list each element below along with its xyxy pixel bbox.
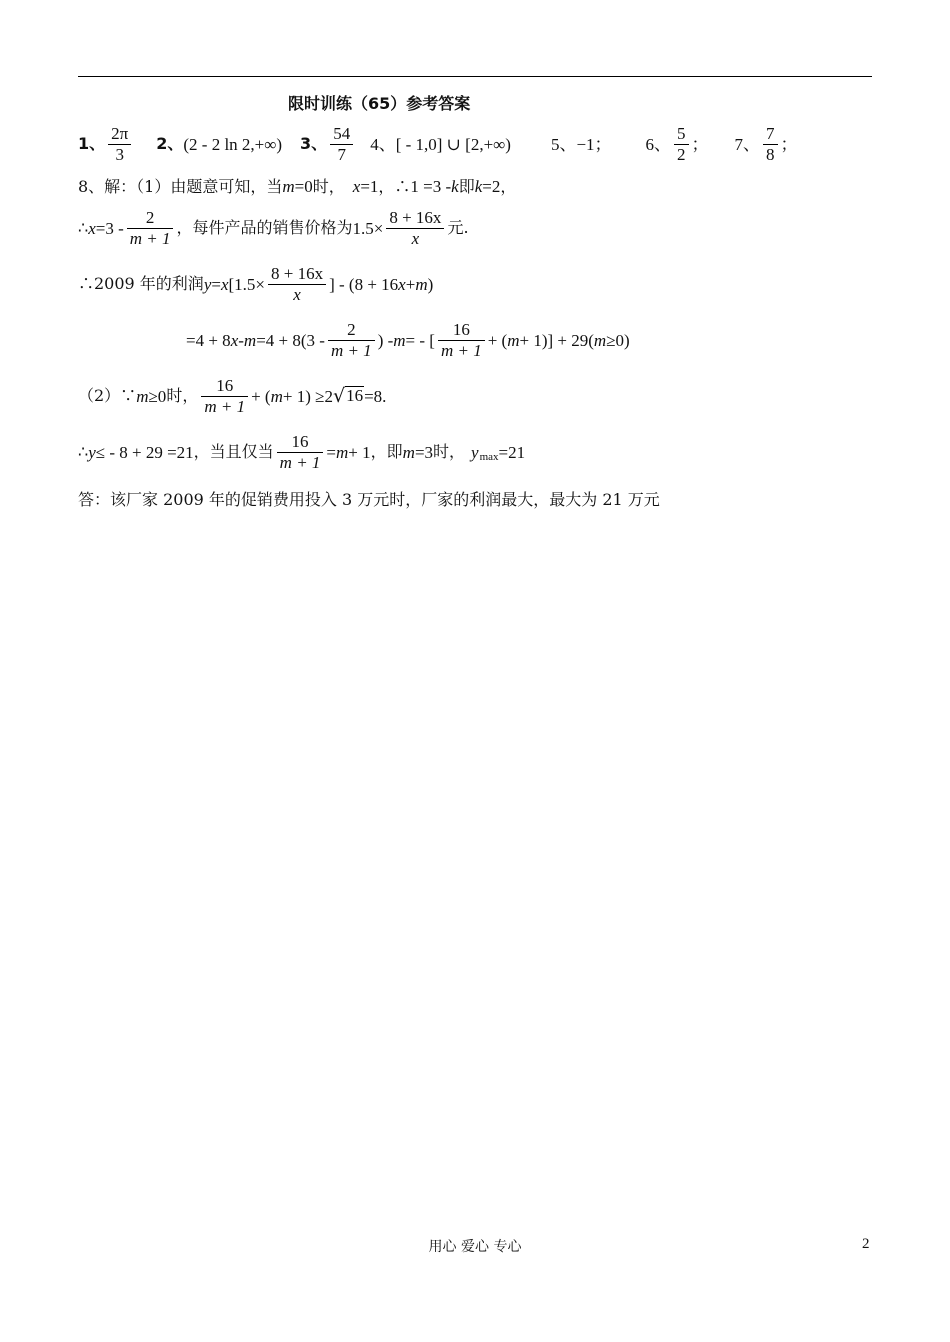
answer-1-fraction bbox=[108, 124, 131, 164]
math-expression: =2 bbox=[482, 177, 501, 196]
answer-7-fraction bbox=[763, 124, 778, 164]
page-number: 2 bbox=[862, 1236, 870, 1252]
math-expression: 1.5× bbox=[352, 218, 384, 238]
therefore-text: ∴ bbox=[78, 218, 89, 238]
header-rule bbox=[78, 76, 872, 77]
math-expression: =0 bbox=[294, 177, 313, 196]
math-expression: + bbox=[405, 274, 416, 294]
math-expression: =21 bbox=[498, 442, 526, 462]
math-variable: m bbox=[593, 330, 607, 350]
math-expression: =8 bbox=[364, 386, 383, 406]
math-variable: m bbox=[282, 177, 295, 196]
final-answer-text: 答：该厂家 2009 年的促销费用投入 3 万元时，厂家的利润最大，最大为 21 万元 bbox=[78, 490, 660, 509]
answer-4-expression: [ - 1,0] ∪ [2,+∞) bbox=[395, 134, 511, 154]
math-fraction bbox=[328, 320, 375, 360]
math-fraction bbox=[201, 376, 248, 416]
math-variable: y bbox=[88, 442, 96, 462]
solution-text: 时， bbox=[312, 176, 345, 196]
fraction-denominator: m + 1 bbox=[129, 228, 171, 248]
solution-text: ，∴ bbox=[378, 176, 411, 196]
radicand: 16 bbox=[346, 386, 364, 406]
page-title: 限时训练（65）参考答案 bbox=[288, 94, 471, 113]
math-variable: k bbox=[451, 177, 459, 196]
math-expression: = bbox=[326, 442, 337, 462]
math-expression: + 1)] + 29( bbox=[519, 330, 594, 350]
answer-3-label: 3、 bbox=[300, 134, 328, 154]
math-variable: m bbox=[507, 330, 520, 350]
math-variable: m bbox=[270, 386, 283, 406]
math-expression: =3 - bbox=[95, 218, 124, 238]
fraction-denominator: m + 1 bbox=[440, 340, 482, 360]
fraction-numerator: 16 bbox=[291, 432, 309, 451]
math-expression: ≤ - 8 + 29 =21 bbox=[95, 442, 194, 462]
math-expression: ] - (8 + 16 bbox=[329, 274, 399, 294]
math-variable: k bbox=[474, 177, 483, 196]
fraction-denominator: m + 1 bbox=[204, 396, 246, 416]
math-fraction bbox=[438, 320, 485, 360]
answer-6-numerator: 5 bbox=[677, 124, 686, 143]
answer-7-denominator: 8 bbox=[766, 144, 775, 164]
fraction-numerator: 16 bbox=[452, 320, 470, 339]
solution-text: ，每件产品的销售价格为 bbox=[176, 218, 353, 238]
answer-3-fraction bbox=[330, 124, 353, 164]
fraction-denominator: x bbox=[411, 228, 420, 248]
solution-text: ∴2009 年的利润 bbox=[78, 274, 204, 294]
math-fraction bbox=[277, 432, 324, 472]
fraction-numerator: 16 bbox=[216, 376, 234, 395]
solution-text: （2）∵ bbox=[78, 386, 137, 406]
fraction-denominator: m + 1 bbox=[279, 452, 321, 472]
math-expression: ) bbox=[427, 274, 434, 294]
therefore-text: ∴ bbox=[78, 442, 89, 462]
math-expression: - bbox=[238, 330, 244, 350]
math-expression: ≥0) bbox=[606, 330, 630, 350]
math-expression: = - [ bbox=[405, 330, 435, 350]
answer-2-expression: (2 - 2 ln 2,+∞) bbox=[183, 134, 283, 154]
fraction-numerator: 2 bbox=[347, 320, 356, 339]
math-expression: + ( bbox=[487, 330, 508, 350]
fraction-denominator: x bbox=[293, 284, 301, 304]
math-expression: + 1 bbox=[348, 442, 371, 462]
math-expression: [1.5× bbox=[228, 274, 265, 294]
square-root bbox=[333, 386, 364, 406]
solution-text: 即 bbox=[458, 176, 475, 196]
answer-7-numerator: 7 bbox=[766, 124, 775, 143]
fraction-numerator: 8 + 16x bbox=[389, 208, 442, 227]
math-variable: m bbox=[336, 442, 349, 462]
math-variable: x bbox=[398, 274, 406, 294]
answer-3-denominator: 7 bbox=[337, 144, 346, 164]
solution-answer-line bbox=[78, 492, 660, 508]
solution-text: ，当且仅当 bbox=[193, 442, 274, 462]
math-expression: =3 bbox=[414, 442, 434, 462]
math-variable: x bbox=[88, 218, 96, 238]
math-expression: =4 + 8(3 - bbox=[256, 330, 325, 350]
subscript: max bbox=[479, 450, 499, 463]
radical-sign: √ bbox=[332, 384, 346, 407]
math-fraction bbox=[127, 208, 174, 248]
answer-6-fraction bbox=[674, 124, 689, 164]
math-variable: y bbox=[471, 442, 479, 462]
math-expression: 1 =3 - bbox=[410, 177, 452, 196]
solution-line-2 bbox=[78, 208, 469, 248]
solution-line-6 bbox=[78, 432, 525, 472]
footer-motto: 用心 爱心 专心 bbox=[428, 1239, 522, 1255]
solution-line-5 bbox=[78, 376, 386, 416]
math-expression: + ( bbox=[251, 386, 271, 406]
math-variable: m bbox=[393, 330, 406, 350]
solution-text: 8、解：（1）由题意可知，当 bbox=[78, 176, 283, 196]
answer-6-denominator: 2 bbox=[677, 144, 686, 164]
math-expression: . bbox=[382, 386, 387, 406]
math-expression: =4 + 8 bbox=[186, 330, 231, 350]
fraction-numerator: 8 + 16x bbox=[271, 264, 324, 283]
math-variable: m bbox=[415, 274, 428, 294]
solution-text: 时， bbox=[166, 386, 199, 406]
math-variable: x bbox=[220, 274, 229, 294]
fraction-numerator: 2 bbox=[145, 208, 155, 227]
math-variable: m bbox=[136, 386, 149, 406]
answer-1-denominator: 3 bbox=[115, 144, 124, 164]
math-expression: ≥0 bbox=[148, 386, 167, 406]
solution-text: 元. bbox=[447, 218, 469, 238]
answers-row bbox=[78, 124, 798, 164]
math-variable: m bbox=[243, 330, 257, 350]
math-expression: + 1) ≥2 bbox=[282, 386, 333, 406]
math-fraction bbox=[268, 264, 326, 304]
math-variable: x bbox=[352, 177, 361, 196]
answer-3-numerator: 54 bbox=[333, 124, 351, 143]
fraction-denominator: m + 1 bbox=[330, 340, 372, 360]
answer-5-label: 5、 bbox=[550, 134, 577, 154]
math-variable: m bbox=[402, 442, 415, 462]
answer-7-end: ； bbox=[780, 134, 798, 154]
answer-6-label: 6、 bbox=[645, 134, 672, 154]
math-variable: x bbox=[230, 330, 239, 350]
solution-text: 时， bbox=[433, 442, 466, 462]
math-variable: y bbox=[203, 274, 212, 294]
math-expression: = bbox=[211, 274, 221, 294]
answer-7-label: 7、 bbox=[734, 134, 761, 154]
answer-2-label: 2、 bbox=[156, 134, 184, 154]
solution-line-3 bbox=[78, 264, 433, 304]
answer-4-label: 4、 bbox=[370, 134, 396, 154]
solution-line-1 bbox=[78, 178, 516, 195]
math-fraction bbox=[386, 208, 444, 248]
math-expression: =1 bbox=[360, 177, 379, 196]
solution-text: ，即 bbox=[370, 442, 403, 462]
answer-1-numerator: 2π bbox=[111, 124, 129, 143]
solution-line-4 bbox=[186, 320, 630, 360]
answer-5-expression: −1； bbox=[576, 134, 612, 154]
solution-text: ， bbox=[500, 176, 517, 196]
math-expression: ) - bbox=[377, 330, 394, 350]
answer-1-label: 1、 bbox=[78, 134, 106, 154]
answer-6-end: ； bbox=[691, 134, 709, 154]
